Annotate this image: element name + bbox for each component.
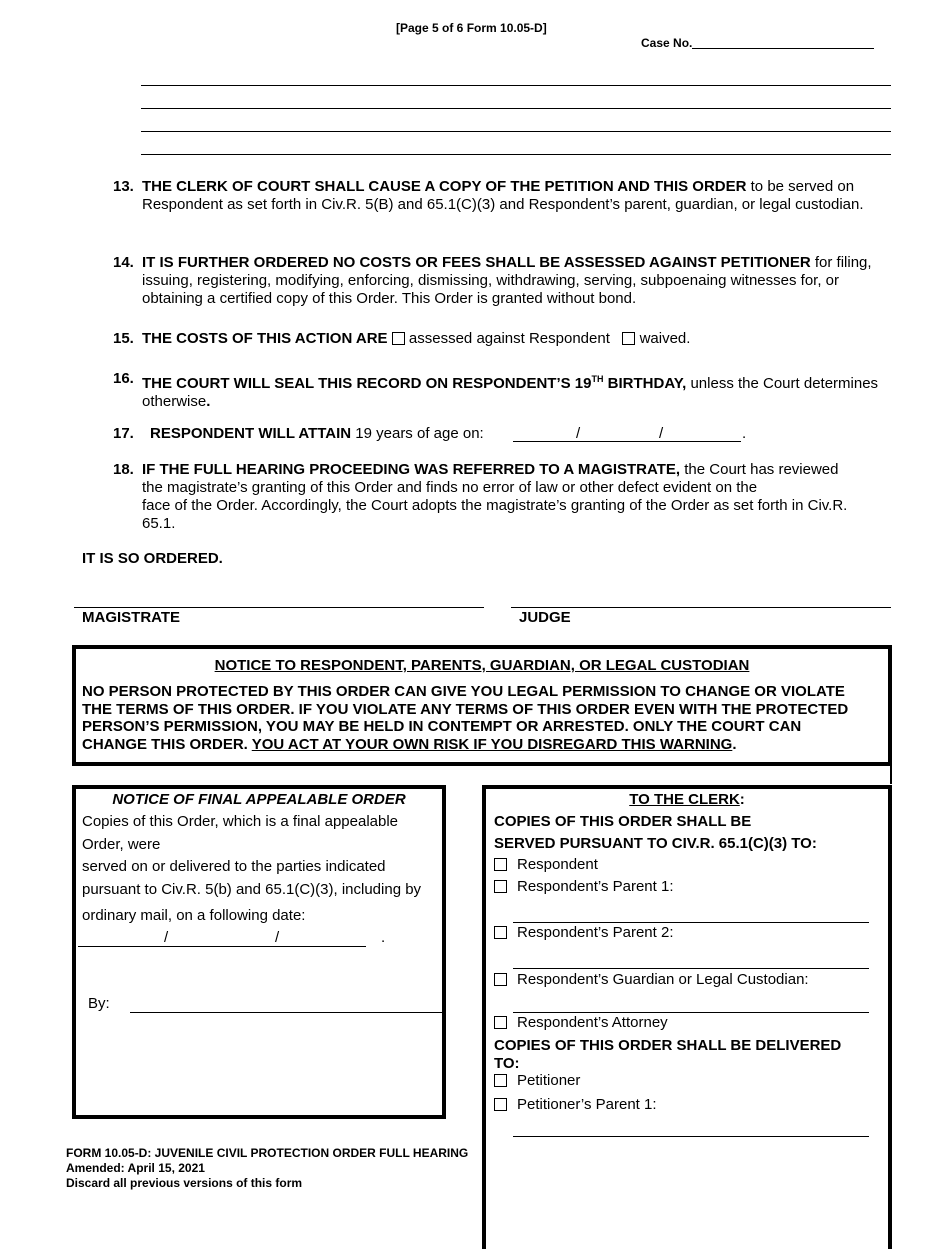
- notice-text: [82, 683, 892, 753]
- paragraph-number: 16.: [113, 370, 134, 387]
- box-edge: [890, 762, 892, 784]
- judge-label: JUDGE: [519, 609, 571, 626]
- paragraph-heading: RESPONDENT WILL ATTAIN: [150, 425, 352, 442]
- guardian-label: Respondent’s Guardian or Legal Custodian:: [517, 971, 809, 988]
- parent2-checkbox[interactable]: [494, 926, 507, 939]
- magistrate-label: MAGISTRATE: [82, 609, 181, 626]
- paragraph-13: [113, 178, 883, 214]
- notice-title: NOTICE TO RESPONDENT, PARENTS, GUARDIAN, OR LEGAL CUSTODIAN: [214, 657, 750, 674]
- clerk-served-heading: [494, 811, 817, 855]
- date-slash: /: [659, 425, 664, 442]
- paragraph-text: 19 years of age on:: [351, 425, 484, 442]
- paragraph-text: face of the Order. Accordingly, the Court adopts the magistrate’s granting of the Order as set forth in Civ.R.: [142, 497, 848, 514]
- paragraph-heading: IT IS FURTHER ORDERED NO COSTS OR FEES SHALL BE ASSESSED AGAINST PETITIONER: [142, 254, 811, 271]
- appealable-line: Order, were: [82, 835, 161, 853]
- clerk-heading-line: COPIES OF THIS ORDER SHALL BE: [494, 813, 752, 830]
- paragraph-heading: IF THE FULL HEARING PROCEEDING WAS REFERRED TO A MAGISTRATE,: [142, 461, 681, 478]
- paragraph-16: [113, 370, 883, 411]
- clerk-delivered-heading: [494, 1037, 841, 1073]
- petitioner-row: [494, 1072, 580, 1090]
- page-label: [Page 5 of 6 Form 10.05-D]: [396, 21, 547, 35]
- so-ordered: IT IS SO ORDERED.: [82, 550, 223, 567]
- respondent-checkbox[interactable]: [494, 858, 507, 871]
- appealable-line: served on or delivered to the parties indicated: [82, 858, 386, 875]
- footer: [66, 1146, 468, 1191]
- notice-line: NO PERSON PROTECTED BY THIS ORDER CAN GIVE YOU LEGAL PERMISSION TO CHANGE OR VIOLATE: [82, 683, 845, 700]
- petitioner-checkbox[interactable]: [494, 1074, 507, 1087]
- appealable-date-field[interactable]: [78, 946, 366, 947]
- paragraph-number: 13.: [113, 178, 134, 195]
- parent1-checkbox[interactable]: [494, 880, 507, 893]
- paragraph-heading: THE COSTS OF THIS ACTION ARE: [142, 330, 388, 347]
- appealable-text: [82, 811, 442, 928]
- clerk-title-text: TO THE CLERK: [629, 791, 740, 808]
- parent1-row: [494, 878, 674, 896]
- paragraph-17: [113, 425, 883, 443]
- superscript: TH: [591, 374, 604, 384]
- costs-assessed-label: assessed against Respondent: [408, 330, 610, 347]
- paragraph-15: [113, 330, 883, 348]
- paragraph-text: the Court has reviewed: [680, 461, 839, 478]
- appealable-line: ordinary mail, on a following date:: [82, 907, 306, 924]
- footer-form-title: FORM 10.05-D: JUVENILE CIVIL PROTECTION ORDER FULL HEARING: [66, 1146, 469, 1160]
- petitioner-label: Petitioner: [517, 1072, 581, 1089]
- parent1-label: Respondent’s Parent 1:: [517, 878, 674, 895]
- paragraph-text: for filing, issuing, registering, modifying, enforcing, dismissing, withdrawing, serving, subpoenaing witnesses for, or obtaining a certified copy of this Order. This Order is granted without bond.: [142, 254, 872, 307]
- footer-discard: Discard all previous versions of this form: [66, 1176, 303, 1190]
- guardian-field[interactable]: [513, 1012, 869, 1013]
- date-slash: /: [576, 425, 581, 442]
- date-period: .: [742, 425, 747, 442]
- clerk-title: [482, 791, 892, 808]
- parent2-field[interactable]: [513, 968, 869, 969]
- costs-waived-checkbox[interactable]: [622, 332, 635, 345]
- date-slash: /: [164, 929, 169, 946]
- notice-line: THE TERMS OF THIS ORDER. IF YOU VIOLATE ANY TERMS OF THIS ORDER EVEN WITH THE PROTECTED: [82, 700, 849, 718]
- attorney-row: [494, 1014, 668, 1032]
- guardian-row: [494, 971, 809, 989]
- clerk-heading-line: COPIES OF THIS ORDER SHALL BE DELIVERED: [494, 1037, 842, 1054]
- costs-assessed-checkbox[interactable]: [392, 332, 405, 345]
- parent2-row: [494, 924, 674, 942]
- parent1-field[interactable]: [513, 922, 869, 923]
- notice-line: PERSON’S PERMISSION, YOU MAY BE HELD IN CONTEMPT OR ARRESTED. ONLY THE COURT CAN: [82, 718, 802, 735]
- paragraph-text: to be served on Respondent as set forth in Civ.R. 5(B) and 65.1(C)(3) and Respondent’s parent, guardian, or legal custodian.: [142, 178, 864, 213]
- magistrate-signature-line[interactable]: [74, 607, 484, 608]
- paragraph-number: 18.: [113, 461, 134, 478]
- paragraph-number: 15.: [113, 330, 134, 347]
- paragraph-text: the magistrate’s granting of this Order and finds no error of law or other defect evident on the: [142, 479, 758, 496]
- pet-parent1-label: Petitioner’s Parent 1:: [517, 1096, 657, 1113]
- paragraph-heading: THE COURT WILL SEAL THIS RECORD ON RESPONDENT’S 19: [142, 375, 592, 392]
- date-slash: /: [275, 929, 280, 946]
- paragraph-14: [113, 254, 883, 308]
- date-period: .: [381, 929, 386, 946]
- footer-amended: Amended: April 15, 2021: [66, 1161, 205, 1175]
- paragraph-number: 17.: [113, 425, 134, 442]
- parent2-label: Respondent’s Parent 2:: [517, 924, 674, 941]
- appealable-title: NOTICE OF FINAL APPEALABLE ORDER: [112, 791, 406, 808]
- clerk-title-colon: :: [739, 791, 745, 808]
- blank-line[interactable]: [141, 85, 891, 86]
- appealable-line: pursuant to Civ.R. 5(b) and 65.1(C)(3), including by: [82, 880, 422, 898]
- costs-waived-label: waived.: [639, 330, 691, 347]
- blank-line[interactable]: [141, 154, 891, 155]
- paragraph-heading: THE CLERK OF COURT SHALL CAUSE A COPY OF THE PETITION AND THIS ORDER: [142, 178, 747, 195]
- notice-line: CHANGE THIS ORDER.: [82, 735, 252, 753]
- by-signature-field[interactable]: [130, 1012, 442, 1013]
- guardian-checkbox[interactable]: [494, 973, 507, 986]
- blank-line[interactable]: [141, 108, 891, 109]
- blank-line[interactable]: [141, 131, 891, 132]
- case-no-field[interactable]: [692, 48, 874, 49]
- birthday-date-field[interactable]: [513, 441, 741, 442]
- respondent-row: [494, 856, 598, 874]
- pet-parent1-field[interactable]: [513, 1136, 869, 1137]
- notice-period: .: [732, 735, 737, 753]
- pet-parent1-checkbox[interactable]: [494, 1098, 507, 1111]
- pet-parent1-row: [494, 1096, 657, 1114]
- clerk-heading-line: TO:: [494, 1055, 520, 1072]
- attorney-checkbox[interactable]: [494, 1016, 507, 1029]
- respondent-label: Respondent: [517, 856, 598, 873]
- paragraph-text: unless the Court determines otherwise: [142, 375, 879, 410]
- paragraph-number: 14.: [113, 254, 134, 271]
- notice-warning: YOU ACT AT YOUR OWN RISK IF YOU DISREGARD THIS WARNING: [251, 735, 733, 753]
- paragraph-18: [113, 461, 883, 533]
- clerk-heading-line: SERVED PURSUANT TO CIV.R. 65.1(C)(3) TO:: [494, 835, 817, 852]
- paragraph-period: .: [206, 393, 211, 410]
- appealable-line: Copies of this Order, which is a final appealable: [82, 813, 399, 830]
- judge-signature-line[interactable]: [511, 607, 891, 608]
- paragraph-text: 65.1.: [142, 515, 176, 532]
- attorney-label: Respondent’s Attorney: [517, 1014, 668, 1031]
- paragraph-heading-end: BIRTHDAY,: [603, 375, 687, 392]
- by-label: By:: [88, 995, 110, 1012]
- case-no-label: Case No.: [641, 36, 693, 50]
